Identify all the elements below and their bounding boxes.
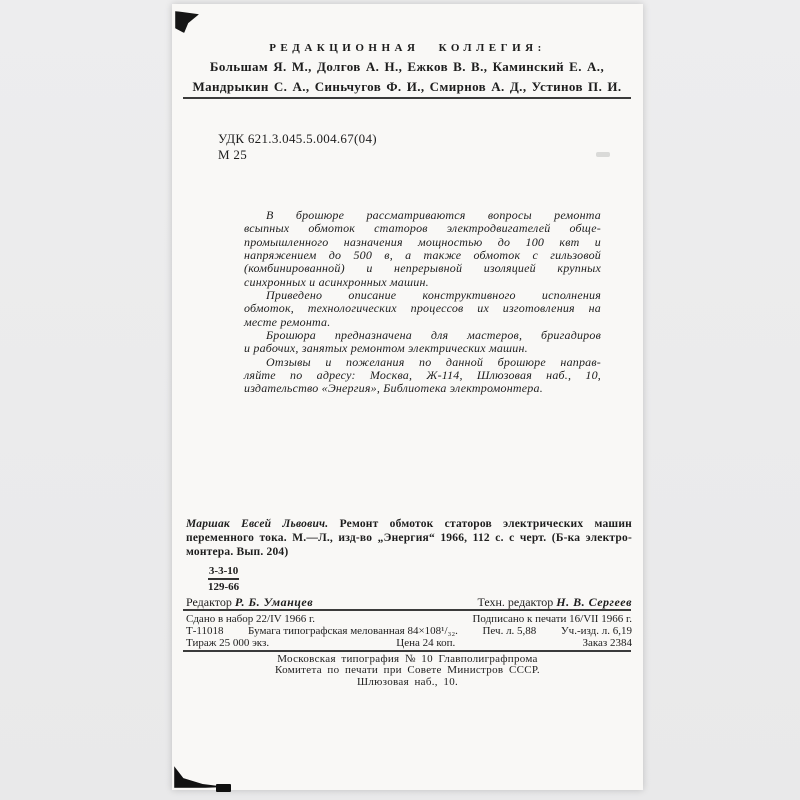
imprint-order-number: Заказ 2384 [582, 637, 632, 649]
bibliography-block [186, 518, 632, 559]
editorial-board-names-line-2: Мандрыкин С. А., Синьчугов Ф. И., Смирнов А. Д., Устинов П. И. [192, 79, 622, 94]
editor-credit [186, 595, 313, 610]
imprint-paper-spec: Бумага типографская мелованная 84×108¹/₃₂. [248, 625, 458, 637]
imprint-pub-sheets: Уч.-изд. л. 6,19 [560, 625, 632, 637]
scan-artifact-bottom-left-2 [216, 784, 231, 792]
abstract-line: всыпных обмоток статоров электродвигателей обще- [244, 221, 601, 236]
editorial-board-heading: РЕДАКЦИОННАЯ КОЛЛЕГИЯ: [269, 42, 546, 54]
abstract-line: и рабочих, занятых ремонтом электрических машин. [244, 341, 528, 356]
divider-rule-imprint-bottom [183, 650, 631, 652]
abstract-block [244, 209, 601, 396]
abstract-line: В брошюре рассматриваются вопросы ремонта [266, 208, 601, 222]
abstract-line: месте ремонта. [244, 314, 331, 329]
tech-editor-name: Н. В. Сергеев [556, 595, 632, 609]
abstract-line: обмоток, технологических процессов их изготовления на [244, 301, 601, 316]
imprint-print-date: Подписано к печати 16/VII 1966 г. [472, 613, 632, 625]
abstract-line: Приведено описание конструктивного исполнения [266, 288, 601, 303]
printer-block [172, 654, 643, 688]
abstract-line: (комбинированной) и непрерывной изоляцией крупных [244, 261, 601, 276]
catalog-index-denominator: 129-66 [208, 581, 240, 593]
imprint-order-code: Т-11018 [186, 625, 224, 637]
page-scan [172, 4, 643, 790]
abstract-line: Брошюра предназначена для мастеров, бригадиров [266, 328, 601, 343]
bibliography-title: Ремонт обмоток статоров электрических машин [339, 518, 632, 530]
abstract-line: издательство «Энергия», Библиотека электромонтера. [244, 381, 543, 396]
catalog-index-numerator: 3-3-10 [208, 565, 239, 577]
imprint-row-3 [186, 637, 632, 649]
imprint-print-sheets: Печ. л. 5,88 [482, 625, 537, 637]
editorial-board-names-line-1: Большам Я. М., Долгов А. Н., Ежков В. В., Каминский Е. А., [209, 59, 605, 74]
editors-row [186, 595, 632, 610]
printer-line: Комитета по печати при Совете Министров СССР. [275, 664, 540, 677]
editor-label: Редактор [186, 595, 232, 609]
udk-number: УДК 621.3.045.5.004.67(04) [218, 131, 377, 146]
scan-artifact-right [596, 152, 610, 157]
divider-rule-imprint-top [183, 609, 631, 611]
imprint-row-2 [186, 625, 632, 637]
bibliography-author: Маршак Евсей Львович. [186, 518, 329, 530]
abstract-line: промышленного назначения мощностью до 100 квт и [244, 234, 601, 249]
imprint-print-run: Тираж 25 000 экз. [186, 637, 270, 649]
bibliography-line [186, 518, 632, 532]
imprint-typeset-date: Сдано в набор 22/IV 1966 г. [186, 613, 315, 625]
book-code: М 25 [218, 147, 248, 162]
divider-rule-top [183, 97, 631, 99]
imprint-row-1 [186, 613, 632, 625]
imprint-price: Цена 24 коп. [396, 637, 456, 649]
printer-line: Шлюзовая наб., 10. [356, 675, 459, 688]
tech-editor-credit [477, 595, 632, 610]
tech-editor-label: Техн. редактор [477, 595, 554, 609]
catalog-index-fraction [208, 565, 239, 593]
classification-block [218, 131, 377, 163]
editor-name: Р. Б. Уманцев [234, 595, 314, 609]
printer-line: Московская типография № 10 Главполиграфпрома [277, 653, 538, 665]
abstract-line: синхронных и асинхронных машин. [244, 274, 429, 289]
abstract-line: ляйте по адресу: Москва, Ж-114, Шлюзовая наб., 10, [244, 368, 601, 383]
abstract-line: Отзывы и пожелания по данной брошюре направ- [266, 354, 601, 369]
bibliography-line: монтера. Вып. 204) [186, 545, 289, 558]
abstract-line: напряжением до 500 в, а также обмоток с гильзовой [244, 248, 601, 263]
fraction-rule [208, 578, 239, 580]
bibliography-line: переменного тока. М.—Л., изд-во „Энергия“ 1966, 112 с. с черт. (Б-ка электро- [186, 531, 632, 544]
scan-artifact-top-left [175, 11, 199, 33]
